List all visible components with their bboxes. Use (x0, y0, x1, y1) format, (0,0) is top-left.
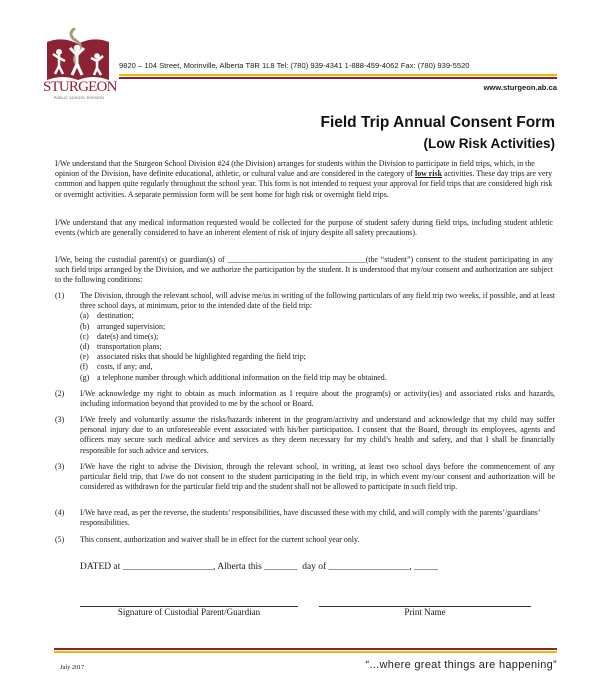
list-item (80, 342, 555, 352)
address-line: 9820 – 104 Street, Morinville, Alberta T8R 1L8 Tel: (780) 939-4341 1-888-459-4062 Fax: (780) 939-5520 (119, 61, 470, 70)
signature-label: Signature of Custodial Parent/Guardian (117, 607, 261, 617)
condition-4 (55, 508, 555, 528)
intro-text: I/We understand that the Sturgeon School Division #24 (the Division) arranges for students within the Division to participate in field trips, which, in the opinion of the Division, have definite educational, athletic, or cultural value and are considered in the category of (55, 159, 535, 179)
list-item (80, 332, 555, 342)
footer-gold-rule (54, 651, 557, 653)
item-letter: (b) (80, 321, 90, 331)
item-text: costs, if any; and, (97, 362, 153, 372)
item-text: arranged supervision; (97, 321, 166, 331)
condition-3b (55, 462, 555, 493)
footer-maroon-rule (54, 648, 557, 650)
condition-1 (55, 291, 555, 383)
book-with-figures-icon (45, 28, 111, 82)
footer-date: July 2017 (60, 664, 85, 671)
condition-number: (1) (55, 291, 65, 300)
item-text: date(s) and time(s); (97, 331, 159, 341)
year-blank[interactable]: _____ (414, 562, 438, 572)
condition-text: I/We freely and voluntarily assume the risks/hazards inherent in the program/activity and understand and acknowledge that my child may suffer personal injury due to an unforeseeable event associated with his/her participation. I consent that the Board, through its employees, agents and officers may secure such medical advice and services as they deem necessary for my child’s health and safety, and that I shall be financially responsible for such advice and services. (80, 415, 555, 455)
condition-3 (55, 415, 555, 456)
day-of-label: day of (302, 562, 327, 572)
condition-text: This consent, authorization and waiver shall be in effect for the current school year only. (80, 535, 360, 544)
intro-paragraph (55, 159, 553, 200)
list-item (80, 352, 555, 362)
low-risk-emphasis: low risk (415, 169, 442, 179)
consent-text: I/We, being the custodial parent(s) or guardian(s) of (55, 255, 228, 264)
dated-line (80, 562, 438, 572)
condition-text: I/We acknowledge my right to obtain as much information as I require about the program(s) or activity(ies) and associated risks and hazards, including information beyond that provided to me by the school or Board. (80, 389, 555, 409)
particulars-list (80, 311, 555, 382)
form-title: Field Trip Annual Consent Form (320, 114, 555, 131)
condition-2 (55, 389, 555, 409)
form-subtitle: (Low Risk Activities) (423, 136, 555, 151)
item-letter: (c) (80, 331, 89, 341)
dated-at-label: DATED at (80, 562, 121, 572)
item-text: associated risks that should be highlighted regarding the field trip; (97, 352, 306, 362)
item-letter: (g) (80, 372, 90, 382)
medical-paragraph: I/We understand that any medical information requested would be collected for the purpose of student safety during field trips, including student athletic events (which are generally considered to have an inherent element of risk of injury despite all safety precautions). (55, 218, 553, 238)
logo-subtext: PUBLIC SCHOOL DIVISION (53, 96, 105, 100)
condition-number: (4) (55, 508, 65, 517)
item-letter: (f) (80, 362, 88, 372)
website-link[interactable]: www.sturgeon.ab.ca (483, 83, 557, 92)
consent-text-cont: (the “student”) consent to the student participating in any such field trips arranged by the Division, and we authorize the participation by the student. It is understood that my/our consent and authorization are subject to the following conditions: (55, 255, 554, 285)
condition-number: (5) (55, 535, 65, 544)
item-letter: (e) (80, 352, 89, 362)
condition-text: I/We have the right to advise the Division, through the relevant school, in writing, at least two school days before the commencement of any particular field trip, that I/we do not consent to the student participating in the field trip, in which event my/our consent and authorization will be considered as withdrawn for the particular field trip and the student shall not be allowed to participate in such field trip. (80, 462, 555, 492)
alberta-this-label: , Alberta this (213, 562, 262, 572)
item-letter: (a) (80, 311, 89, 321)
month-blank[interactable]: _________________ (328, 562, 410, 572)
condition-number: (2) (55, 389, 65, 398)
student-name-blank[interactable]: ___________________________________ (227, 255, 366, 264)
intro-text-cont: activities. These day trips are very common and happen quite regularly throughout the school year. This form is not intended to request your approval for field trips that are considered high risk or overnight activities. A separate permission form will be sent home for high risk or overnight field trips. (55, 169, 553, 199)
condition-text: I/We have read, as per the reverse, the students’ responsibilities, have discussed these with my child, and will comply with the parents’/guardians’ responsibilities. (80, 508, 540, 528)
item-text: destination; (97, 311, 134, 321)
header-maroon-rule (119, 77, 557, 79)
logo-wordmark: STURGEON (43, 79, 117, 95)
item-text: transportation plans; (97, 342, 162, 352)
day-blank[interactable]: _______ (264, 562, 298, 572)
footer-slogan: “...where great things are happening” (365, 659, 557, 671)
condition-5 (55, 535, 555, 545)
sturgeon-logo (43, 22, 115, 100)
header-gold-rule (119, 74, 557, 76)
condition-number: (3) (55, 415, 65, 424)
list-item (80, 311, 555, 321)
condition-number: (3) (55, 462, 65, 471)
list-item (80, 373, 555, 383)
list-item (80, 362, 555, 372)
condition-text: The Division, through the relevant school, will advise me/us in writing of the following particulars of any field trip two weeks, if possible, and at least three school days, at minimum, prior to the intended date of the field trip: (80, 291, 555, 311)
comma: , (409, 562, 412, 572)
place-blank[interactable]: ___________________ (122, 562, 213, 572)
item-letter: (d) (80, 342, 90, 352)
print-name-label: Print Name (404, 607, 446, 617)
list-item (80, 322, 555, 332)
item-text: a telephone number through which additional information on the field trip may be obtained. (97, 372, 387, 382)
consent-paragraph (55, 255, 553, 286)
